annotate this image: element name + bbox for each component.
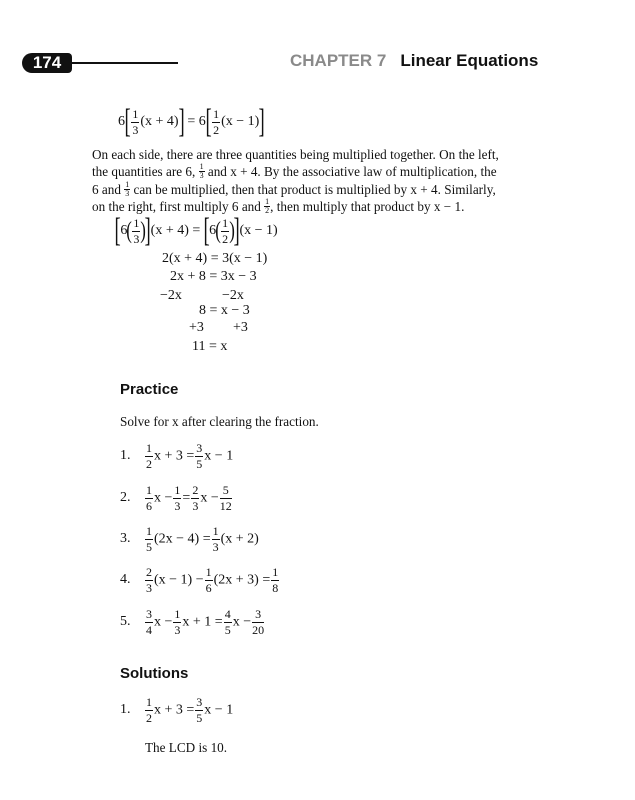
practice-problem-5: 5. $\frac{3}{4}$ x − $\frac{1}{3}$ x + 1 = $\frac{4}{5}$ x − $\frac{3}{20}$ bbox=[120, 607, 265, 637]
chapter-heading bbox=[290, 51, 538, 71]
practice-instruction: Solve for x after clearing the fraction. bbox=[120, 414, 319, 429]
practice-problem-1: 1. $\frac{1}{2}$ x + 3 = $\frac{3}{5}$ x − 1 bbox=[120, 441, 234, 471]
practice-problem-4: 4. $\frac{2}{3}$ (x − 1) − $\frac{1}{6}$ (2x + 3) = $\frac{1}{8}$ bbox=[120, 565, 279, 595]
step-3-left: −2x bbox=[160, 288, 182, 303]
step-5-right: +3 bbox=[233, 320, 248, 335]
header-rule bbox=[68, 62, 178, 64]
step-5-left: +3 bbox=[189, 320, 204, 335]
practice-problem-3: 3. $\frac{1}{5}$ (2x − 4) = $\frac{1}{3}$ (x + 2) bbox=[120, 524, 259, 554]
equation-grouped: [6( $\frac{1}{3}$ )](x + 4) = [6( $\frac{1}{2}$ )](x − 1) bbox=[114, 212, 278, 249]
step-4: 8 = x − 3 bbox=[199, 303, 250, 318]
page-number-badge: 174 bbox=[22, 53, 72, 73]
step-1: 2(x + 4) = 3(x − 1) bbox=[162, 251, 268, 266]
practice-heading: Practice bbox=[120, 381, 179, 398]
chapter-label: CHAPTER 7 bbox=[290, 51, 387, 70]
lcd-text: The LCD is 10. bbox=[145, 740, 228, 755]
practice-problem-2: 2. $\frac{1}{6}$ x − $\frac{1}{3}$ = $\frac{2}{3}$ x − $\frac{5}{12}$ bbox=[120, 483, 232, 513]
solution-1: 1. $\frac{1}{2}$ x + 3 = $\frac{3}{5}$ x − 1 bbox=[120, 695, 234, 725]
chapter-title: Linear Equations bbox=[400, 51, 539, 70]
step-3-right: −2x bbox=[222, 288, 244, 303]
solutions-heading: Solutions bbox=[120, 665, 189, 682]
step-2: 2x + 8 = 3x − 3 bbox=[170, 269, 257, 284]
step-6: 11 = x bbox=[192, 339, 228, 354]
equation-top: 6[ $\frac{1}{3}$ (x + 4)] = 6[ $\frac{1}{2}$ (x − 1)] bbox=[118, 103, 266, 140]
explanation-paragraph: On each side, there are three quantities being multiplied together. On the left, the quantities are 6, $\frac{1}{3}$ and x + 4. By the associative law of multiplication, the 6 and $\frac{1}{3}$ can be multiplied, then that product is multiplied by x + 4. Similarly, on the right, first multiply 6 and $\frac{1}{2}$ , then multiply that product by x − 1. bbox=[92, 147, 499, 215]
